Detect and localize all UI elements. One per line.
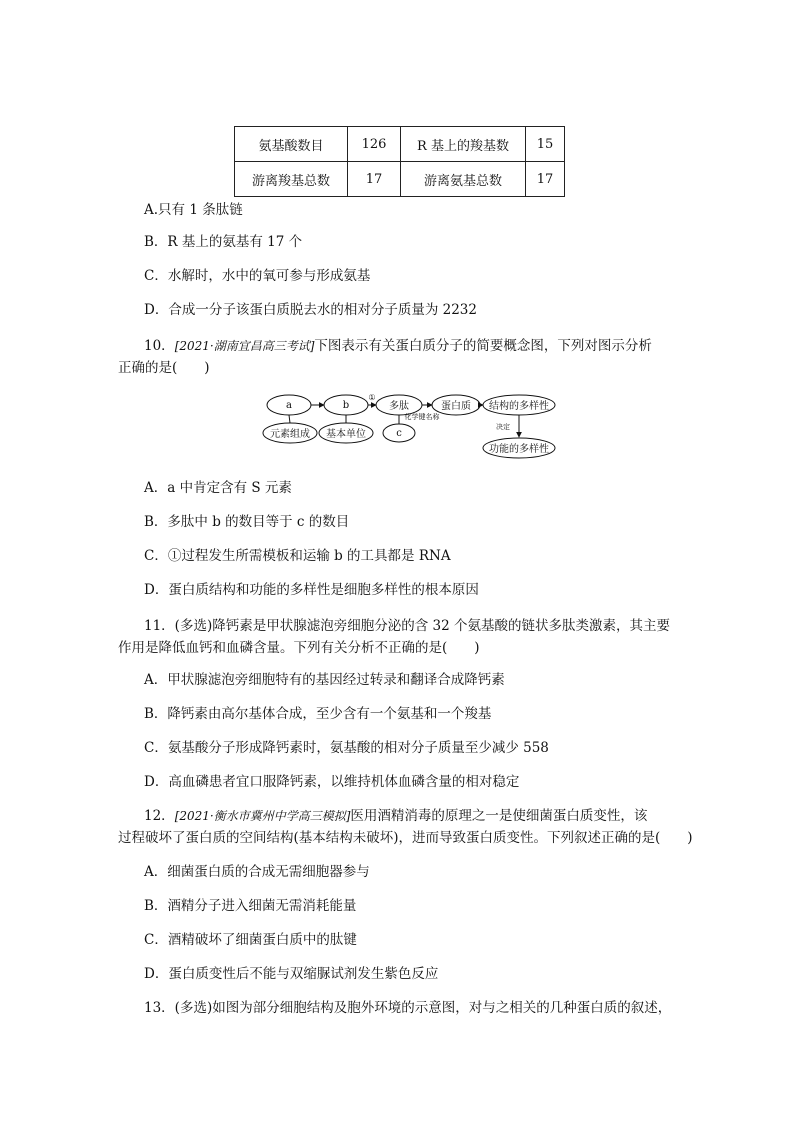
node-b-label: b [342, 400, 350, 411]
q11-stem-line2: 作用是降低血钙和血磷含量。下列有关分析不正确的是( ) [118, 640, 480, 656]
q9-option-c: C．水解时，水中的氧可参与形成氨基 [144, 268, 371, 284]
node-jiben-label: 基本单位 [326, 429, 366, 440]
table-cell: 游离羧基总数 [235, 162, 348, 197]
q10-stem-line2: 正确的是( ) [118, 360, 210, 376]
protein-concept-diagram [262, 388, 562, 462]
table-row [235, 127, 565, 162]
table-cell: 126 [348, 127, 401, 162]
q12-option-a: A．细菌蛋白质的合成无需细胞器参与 [144, 864, 370, 880]
q12-source: [2021·衡水市冀州中学高三模拟] [174, 809, 351, 823]
node-a-label: a [286, 400, 292, 411]
q10-stem: 下图表示有关蛋白质分子的简要概念图，下列对图示分析 [314, 338, 652, 354]
table-cell: 15 [526, 127, 565, 162]
bond-name-label: 化学键名称 [404, 413, 440, 421]
process-1-label: ① [368, 393, 376, 402]
q12-option-d: D．蛋白质变性后不能与双缩脲试剂发生紫色反应 [144, 966, 439, 982]
q12-stem: 医用酒精消毒的原理之一是使细菌蛋白质变性，该 [350, 808, 648, 824]
table-cell: 17 [526, 162, 565, 197]
q10-option-b: B．多肽中 b 的数目等于 c 的数目 [144, 514, 350, 530]
q13-stem-line1: 13．(多选)如图为部分细胞结构及胞外环境的示意图，对与之相关的几种蛋白质的叙述， [144, 1000, 672, 1016]
decide-label: 决定 [496, 423, 510, 431]
node-gongneng-label: 功能的多样性 [489, 444, 549, 455]
amino-acid-table [234, 126, 565, 197]
q10-number: 10． [144, 338, 175, 354]
q11-option-b: B．降钙素由高尔基体合成，至少含有一个氨基和一个羧基 [144, 706, 492, 722]
table-cell: R 基上的羧基数 [401, 127, 526, 162]
table-row [235, 162, 565, 197]
node-jiegou-label: 结构的多样性 [489, 401, 549, 412]
link-a-yuansu [289, 415, 290, 423]
q12-option-b: B．酒精分子进入细菌无需消耗能量 [144, 898, 357, 914]
q9-option-d: D．合成一分子该蛋白质脱去水的相对分子质量为 2232 [144, 302, 477, 318]
q12-stem-line1 [144, 806, 647, 826]
q12-option-c: C．酒精破坏了细菌蛋白质中的肽键 [144, 932, 357, 948]
q10-option-d: D．蛋白质结构和功能的多样性是细胞多样性的根本原因 [144, 582, 479, 598]
q12-stem-line2: 过程破坏了蛋白质的空间结构(基本结构未破坏)，进而导致蛋白质变性。下列叙述正确的是( ) [118, 830, 693, 846]
q12-number: 12． [144, 808, 175, 824]
q10-option-c: C．①过程发生所需模板和运输 b 的工具都是 RNA [144, 548, 451, 564]
node-yuansu-label: 元素组成 [270, 429, 310, 440]
q11-option-d: D．高血磷患者宜口服降钙素，以维持机体血磷含量的相对稳定 [144, 774, 520, 790]
table-cell: 游离氨基总数 [401, 162, 526, 197]
node-duotai-label: 多肽 [389, 401, 409, 412]
q10-stem-line1 [144, 336, 652, 356]
q9-option-a: A.只有 1 条肽链 [144, 202, 243, 218]
table-cell: 氨基酸数目 [235, 127, 348, 162]
node-danbai-label: 蛋白质 [441, 401, 471, 412]
q11-stem-line1: 11．(多选)降钙素是甲状腺滤泡旁细胞分泌的含 32 个氨基酸的链状多肽类激素，其主要 [144, 618, 670, 634]
q10-option-a: A．a 中肯定含有 S 元素 [144, 480, 292, 496]
q11-option-c: C．氨基酸分子形成降钙素时，氨基酸的相对分子质量至少减少 558 [144, 740, 549, 756]
q9-option-b: B．R 基上的氨基有 17 个 [144, 234, 303, 250]
table-cell: 17 [348, 162, 401, 197]
q10-source: [2021·湖南宜昌高三考试] [174, 339, 315, 353]
node-c-label: c [396, 428, 402, 439]
q11-option-a: A．甲状腺滤泡旁细胞特有的基因经过转录和翻译合成降钙素 [144, 672, 505, 688]
